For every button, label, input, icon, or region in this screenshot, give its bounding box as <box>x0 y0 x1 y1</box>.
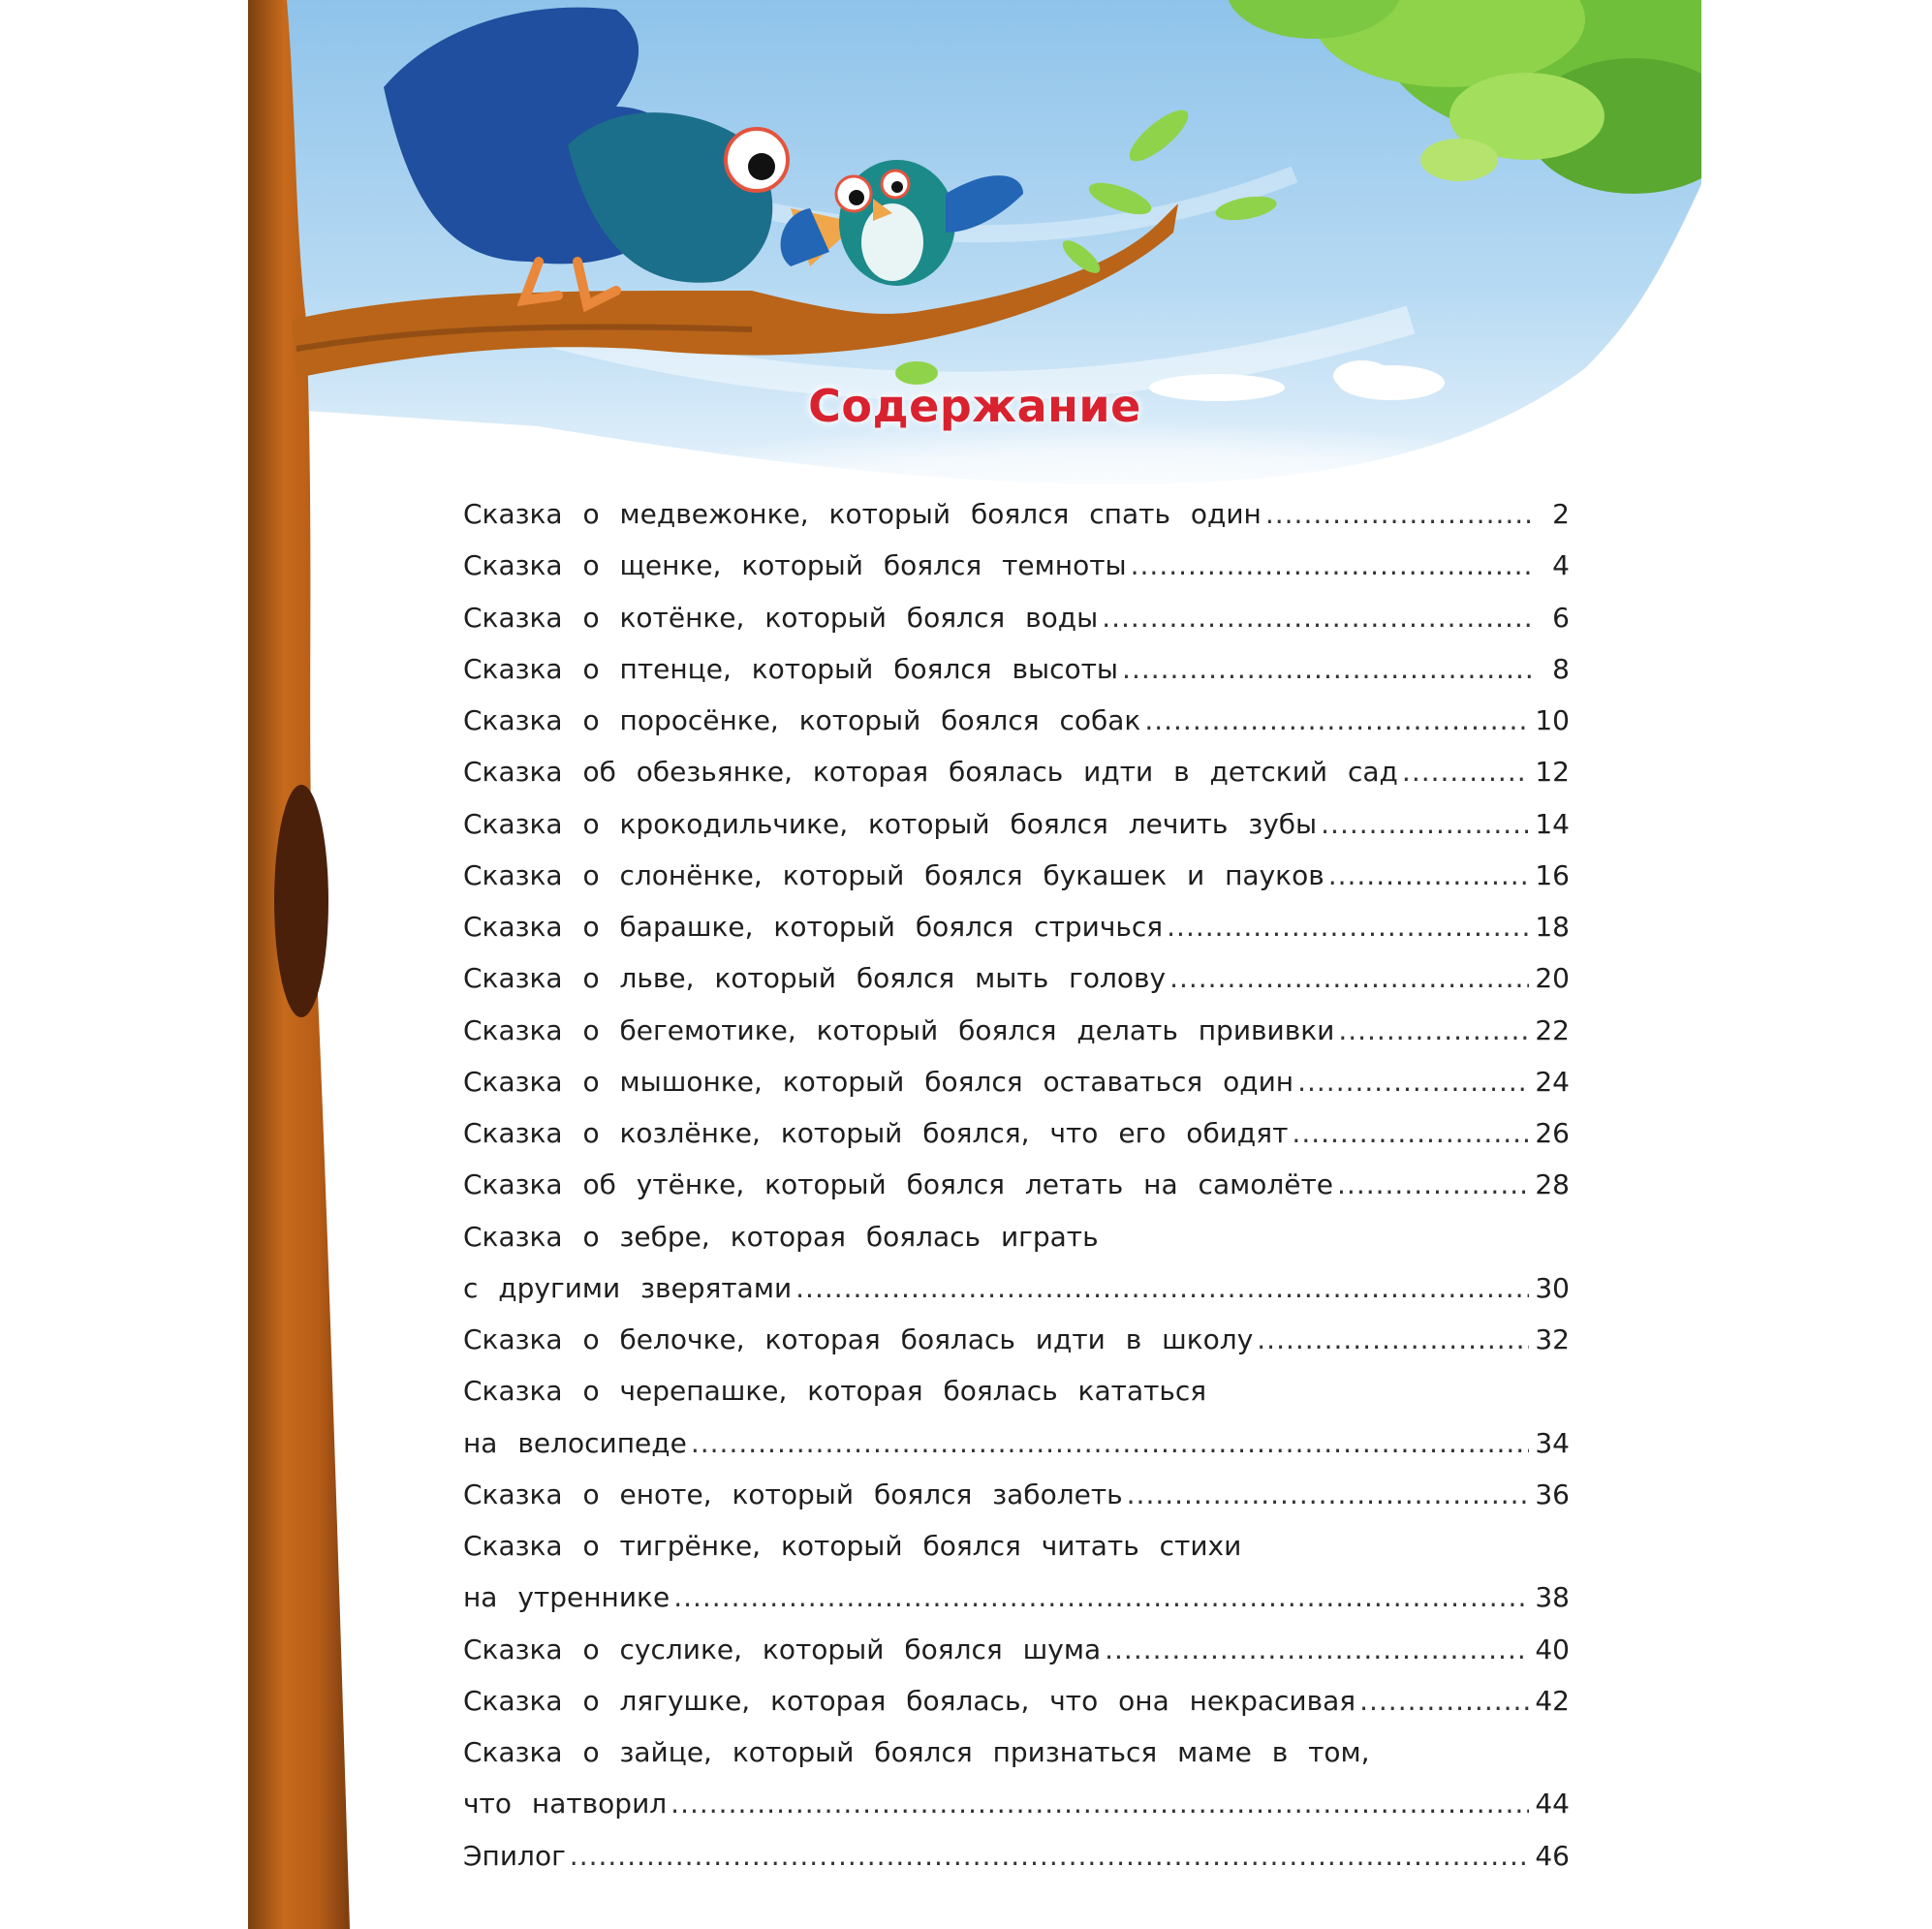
toc-entry <box>463 1314 1570 1365</box>
toc-entry <box>463 746 1570 797</box>
toc-entry <box>463 1469 1570 1520</box>
dot-leader <box>1105 1624 1529 1675</box>
toc-page-number: 28 <box>1535 1168 1570 1201</box>
toc-entry-title: Сказка о мышонке, который боялся оставаться один <box>463 1065 1294 1098</box>
dot-leader <box>1169 952 1529 1004</box>
toc-entry-title: Сказка о крокодильчике, который боялся лечить зубы <box>463 807 1318 840</box>
table-of-contents <box>463 488 1570 1882</box>
page-title: Содержание <box>808 380 1141 432</box>
toc-page-number: 44 <box>1535 1788 1570 1820</box>
toc-entry <box>463 540 1570 591</box>
toc-page-number: 26 <box>1535 1117 1570 1149</box>
dot-leader <box>1122 643 1531 695</box>
toc-entry-title: Сказка о еноте, который боялся заболеть <box>463 1478 1123 1510</box>
toc-entry <box>463 1675 1570 1727</box>
toc-entry <box>463 1365 1570 1416</box>
dot-leader <box>1167 901 1529 952</box>
toc-entry-title: Сказка о тигрёнке, который боялся читать стихи <box>463 1530 1242 1562</box>
toc-page-number: 4 <box>1552 549 1570 582</box>
dot-leader <box>1144 695 1529 746</box>
toc-entry <box>463 850 1570 901</box>
toc-entry-title: Сказка о бегемотике, который боялся делать прививки <box>463 1013 1335 1046</box>
toc-entry-title: на велосипеде <box>463 1426 687 1459</box>
toc-entry-title: Сказка о барашке, который боялся стричься <box>463 911 1164 943</box>
toc-entry-title: что натворил <box>463 1788 668 1820</box>
toc-entry-title: на утреннике <box>463 1581 670 1614</box>
toc-page-number: 16 <box>1535 858 1570 891</box>
dot-leader <box>1257 1314 1529 1365</box>
toc-entry-title: Сказка об утёнке, который боялся летать на самолёте <box>463 1168 1334 1201</box>
toc-entry-title: Сказка о птенце, который боялся высоты <box>463 652 1119 685</box>
toc-entry <box>463 1005 1570 1056</box>
dot-leader <box>795 1262 1529 1314</box>
toc-page-number: 30 <box>1535 1271 1570 1304</box>
toc-entry-title: Сказка о лягушке, которая боялась, что она некрасивая <box>463 1684 1356 1717</box>
toc-page-number: 12 <box>1535 756 1570 789</box>
dot-leader <box>1265 488 1531 540</box>
toc-page-number: 20 <box>1535 962 1570 995</box>
toc-entry-title: Сказка о черепашке, которая боялась кататься <box>463 1375 1207 1408</box>
toc-entry <box>463 1727 1570 1778</box>
toc-entry <box>463 1262 1570 1314</box>
toc-entry <box>463 488 1570 540</box>
toc-entry <box>463 1107 1570 1159</box>
toc-entry-title: Сказка о слонёнке, который боялся букашек и пауков <box>463 858 1324 891</box>
toc-entry <box>463 1624 1570 1675</box>
toc-entry <box>463 643 1570 695</box>
toc-page-number: 24 <box>1535 1065 1570 1098</box>
dot-leader <box>1337 1159 1529 1210</box>
toc-entry-title: Сказка о щенке, который боялся темноты <box>463 549 1127 582</box>
toc-entry-title: Сказка о суслике, который боялся шума <box>463 1633 1102 1665</box>
toc-entry <box>463 1778 1570 1829</box>
toc-entry-title: Сказка о белочке, которая боялась идти в школу <box>463 1323 1254 1355</box>
toc-entry-title: Эпилог <box>463 1839 566 1872</box>
dot-leader <box>1127 1469 1530 1520</box>
toc-entry-title: Сказка о медвежонке, который боялся спать один <box>463 498 1262 530</box>
book-page <box>248 0 1701 1929</box>
toc-page-number: 46 <box>1535 1839 1570 1872</box>
toc-page-number: 32 <box>1535 1323 1570 1355</box>
toc-page-number: 14 <box>1535 807 1570 840</box>
toc-page-number: 34 <box>1535 1426 1570 1459</box>
toc-page-number: 22 <box>1535 1013 1570 1046</box>
toc-entry-title: с другими зверятами <box>463 1271 793 1304</box>
dot-leader <box>1102 592 1531 643</box>
dot-leader <box>1297 1056 1529 1107</box>
toc-page-number: 10 <box>1535 704 1570 736</box>
dot-leader <box>1292 1107 1529 1159</box>
toc-entry-title: Сказка о поросёнке, который боялся собак <box>463 704 1141 736</box>
toc-entry <box>463 1417 1570 1469</box>
toc-entry-title: Сказка о зайце, который боялся признаться маме в том, <box>463 1736 1370 1768</box>
toc-page-number: 2 <box>1552 498 1570 530</box>
toc-entry-title: Сказка о котёнке, который боялся воды <box>463 601 1099 634</box>
toc-entry-title: Сказка о зебре, которая боялась играть <box>463 1220 1099 1253</box>
toc-entry-title: Сказка об обезьянке, которая боялась идти в детский сад <box>463 756 1398 789</box>
toc-entry-title: Сказка о козлёнке, который боялся, что его обидят <box>463 1117 1289 1149</box>
toc-entry <box>463 695 1570 746</box>
toc-entry <box>463 798 1570 850</box>
toc-page-number: 8 <box>1552 652 1570 685</box>
dot-leader <box>670 1778 1529 1829</box>
dot-leader <box>1321 798 1529 850</box>
toc-entry <box>463 1159 1570 1210</box>
toc-entry <box>463 592 1570 643</box>
dot-leader <box>691 1417 1530 1469</box>
dot-leader <box>1328 850 1530 901</box>
toc-entry-title: Сказка о льве, который боялся мыть голову <box>463 962 1167 995</box>
dot-leader <box>1402 746 1529 797</box>
toc-page-number: 38 <box>1535 1581 1570 1614</box>
toc-entry <box>463 1830 1570 1882</box>
toc-entry <box>463 1056 1570 1107</box>
toc-page-number: 40 <box>1535 1633 1570 1665</box>
toc-page-number: 18 <box>1535 911 1570 943</box>
dot-leader <box>570 1830 1530 1882</box>
dot-leader <box>1359 1675 1529 1727</box>
dot-leader <box>1131 540 1531 591</box>
toc-page-number: 6 <box>1552 601 1570 634</box>
dot-leader <box>673 1571 1529 1623</box>
toc-entry <box>463 952 1570 1004</box>
toc-page-number: 42 <box>1535 1684 1570 1717</box>
toc-entry <box>463 1571 1570 1623</box>
toc-page-number: 36 <box>1535 1478 1570 1510</box>
dot-leader <box>1338 1005 1529 1056</box>
toc-entry <box>463 1520 1570 1571</box>
toc-entry <box>463 1211 1570 1262</box>
toc-entry <box>463 901 1570 952</box>
